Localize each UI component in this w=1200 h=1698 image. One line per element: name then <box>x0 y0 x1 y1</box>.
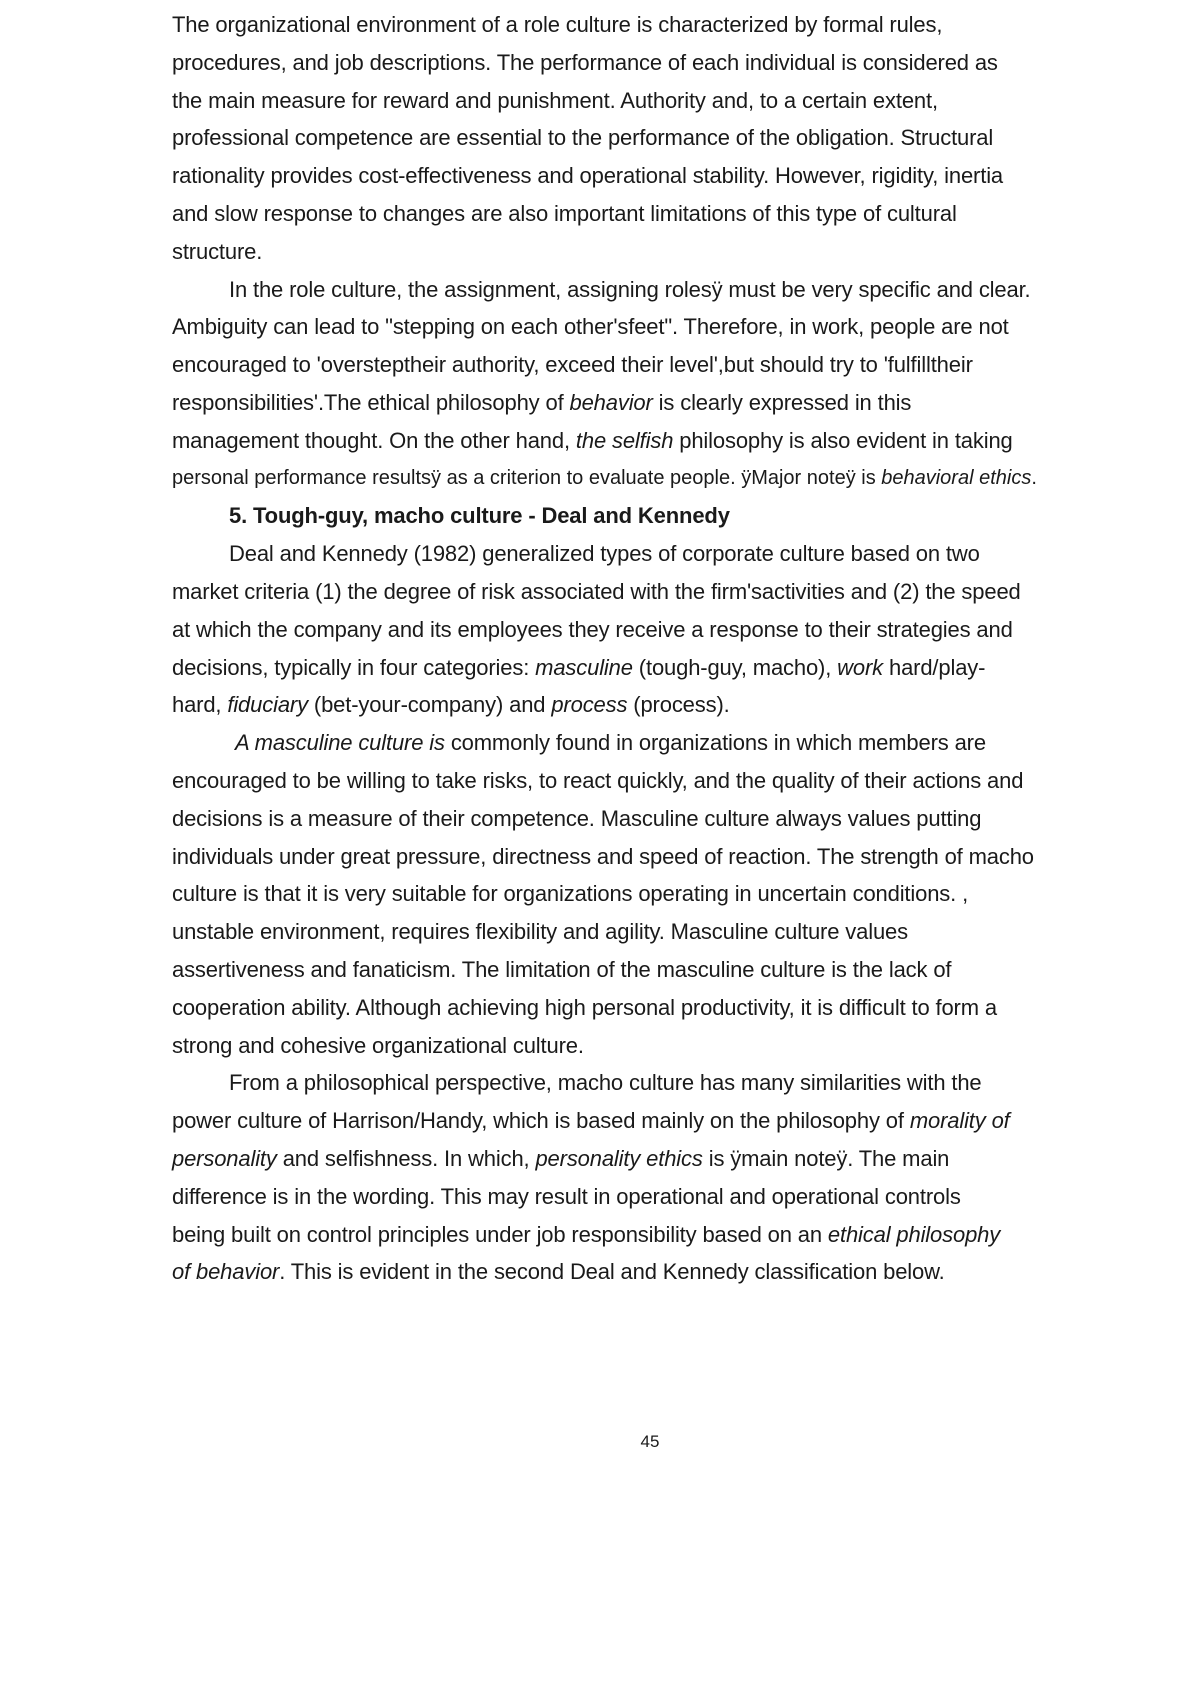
text-line: market criteria (1) the degree of risk associated with the firm'sactivities and (2) the speed <box>172 578 1021 604</box>
italic-term: work <box>837 654 884 680</box>
text-line: encouraged to be willing to take risks, to react quickly, and the quality of their actions and <box>172 767 1024 793</box>
text-line: professional competence are essential to the performance of the obligation. Structural <box>172 125 994 151</box>
text-line: difference is in the wording. This may result in operational and operational controls <box>172 1183 961 1209</box>
italic-term: ethical philosophy <box>827 1221 1001 1247</box>
text-line: unstable environment, requires flexibility and agility. Masculine culture values <box>172 919 908 945</box>
text-line: the main measure for reward and punishment. Authority and, to a certain extent, <box>172 87 938 113</box>
text-line: Deal and Kennedy (1982) generalized types of corporate culture based on two <box>229 541 980 567</box>
text-line: strong and cohesive organizational culture. <box>172 1032 584 1058</box>
paragraph-role-assignment <box>172 271 1152 498</box>
text-span: . This is evident in the second Deal and Kennedy classification below. <box>279 1259 945 1285</box>
text-span: hard, <box>172 692 228 718</box>
text-line <box>172 1253 1152 1291</box>
text-line: procedures, and job descriptions. The performance of each individual is considered as <box>172 49 998 75</box>
text-line: The organizational environment of a role culture is characterized by formal rules, <box>172 12 943 37</box>
text-span: (tough-guy, macho), <box>632 654 838 680</box>
text-span: responsibilities'.The ethical philosophy of <box>172 389 570 415</box>
text-span: philosophy is also evident in taking <box>673 427 1013 453</box>
italic-term: process <box>551 692 628 718</box>
text-line: assertiveness and fanaticism. The limitation of the masculine culture is the lack of <box>172 956 952 982</box>
text-line: In the role culture, the assignment, assigning rolesÿ must be very specific and clear. <box>229 276 1031 302</box>
text-span: management thought. On the other hand, <box>172 427 576 453</box>
italic-term: behavior <box>569 389 653 415</box>
text-line <box>172 686 1152 724</box>
text-line: rationality provides cost-effectiveness and operational stability. However, rigidity, inertia <box>172 163 1004 189</box>
text-line <box>172 724 1152 762</box>
paragraph-role-culture-environment <box>172 6 1152 271</box>
text-line <box>172 460 1152 498</box>
text-span: power culture of Harrison/Handy, which is based mainly on the philosophy of <box>172 1108 910 1134</box>
section-heading: 5. Tough-guy, macho culture - Deal and Kennedy <box>229 503 730 529</box>
italic-term: the selfish <box>575 427 674 453</box>
text-line: encouraged to 'oversteptheir authority, exceed their level',but should try to 'fulfilltheir <box>172 352 973 378</box>
italic-term: A masculine culture is <box>235 730 445 756</box>
text-span: decisions, typically in four categories: <box>172 654 536 680</box>
italic-term: of behavior <box>172 1259 280 1285</box>
text-line: decisions is a measure of their competence. Masculine culture always values putting <box>172 805 982 831</box>
text-span: is clearly expressed in this <box>652 389 912 415</box>
text-span: . <box>1031 466 1037 489</box>
document-page <box>172 6 1152 1291</box>
text-line <box>172 384 1152 422</box>
text-line: Ambiguity can lead to "stepping on each other'sfeet". Therefore, in work, people are not <box>172 314 1009 340</box>
text-span: is ÿmain noteÿ. The main <box>702 1145 950 1171</box>
text-line: structure. <box>172 238 263 264</box>
italic-term: fiduciary <box>227 692 308 718</box>
text-line <box>172 422 1152 460</box>
paragraph-deal-kennedy-types <box>172 535 1152 724</box>
text-span: hard/play- <box>883 654 986 680</box>
text-line <box>172 1216 1152 1254</box>
text-line <box>172 1102 1152 1140</box>
text-line: at which the company and its employees they receive a response to their strategies and <box>172 616 1013 642</box>
italic-term: personality <box>172 1145 277 1171</box>
text-span: (bet-your-company) and <box>307 692 552 718</box>
paragraph-masculine-culture <box>172 724 1152 1064</box>
text-line: cooperation ability. Although achieving high personal productivity, it is difficult to form a <box>172 994 997 1020</box>
text-line: culture is that it is very suitable for organizations operating in uncertain conditions. , <box>172 881 969 907</box>
text-span: (process). <box>627 692 730 718</box>
text-line <box>172 649 1152 687</box>
text-span: personal performance resultsÿ as a criterion to evaluate people. ÿMajor noteÿ is <box>172 466 882 489</box>
italic-term: behavioral ethics <box>881 466 1032 489</box>
text-span: and selfishness. In which, <box>276 1145 536 1171</box>
page-number: 45 <box>640 1432 660 1451</box>
text-span: being built on control principles under job responsibility based on an <box>172 1221 828 1247</box>
paragraph-philosophical-perspective <box>172 1064 1152 1291</box>
italic-term: personality ethics <box>535 1145 703 1171</box>
text-line <box>172 1140 1152 1178</box>
text-line: From a philosophical perspective, macho culture has many similarities with the <box>229 1070 982 1096</box>
text-span: commonly found in organizations in which members are <box>444 730 986 756</box>
italic-term: morality of <box>909 1108 1010 1134</box>
text-line: individuals under great pressure, directness and speed of reaction. The strength of macho <box>172 843 1034 869</box>
text-line: and slow response to changes are also important limitations of this type of cultural <box>172 200 957 226</box>
italic-term: masculine <box>535 654 633 680</box>
